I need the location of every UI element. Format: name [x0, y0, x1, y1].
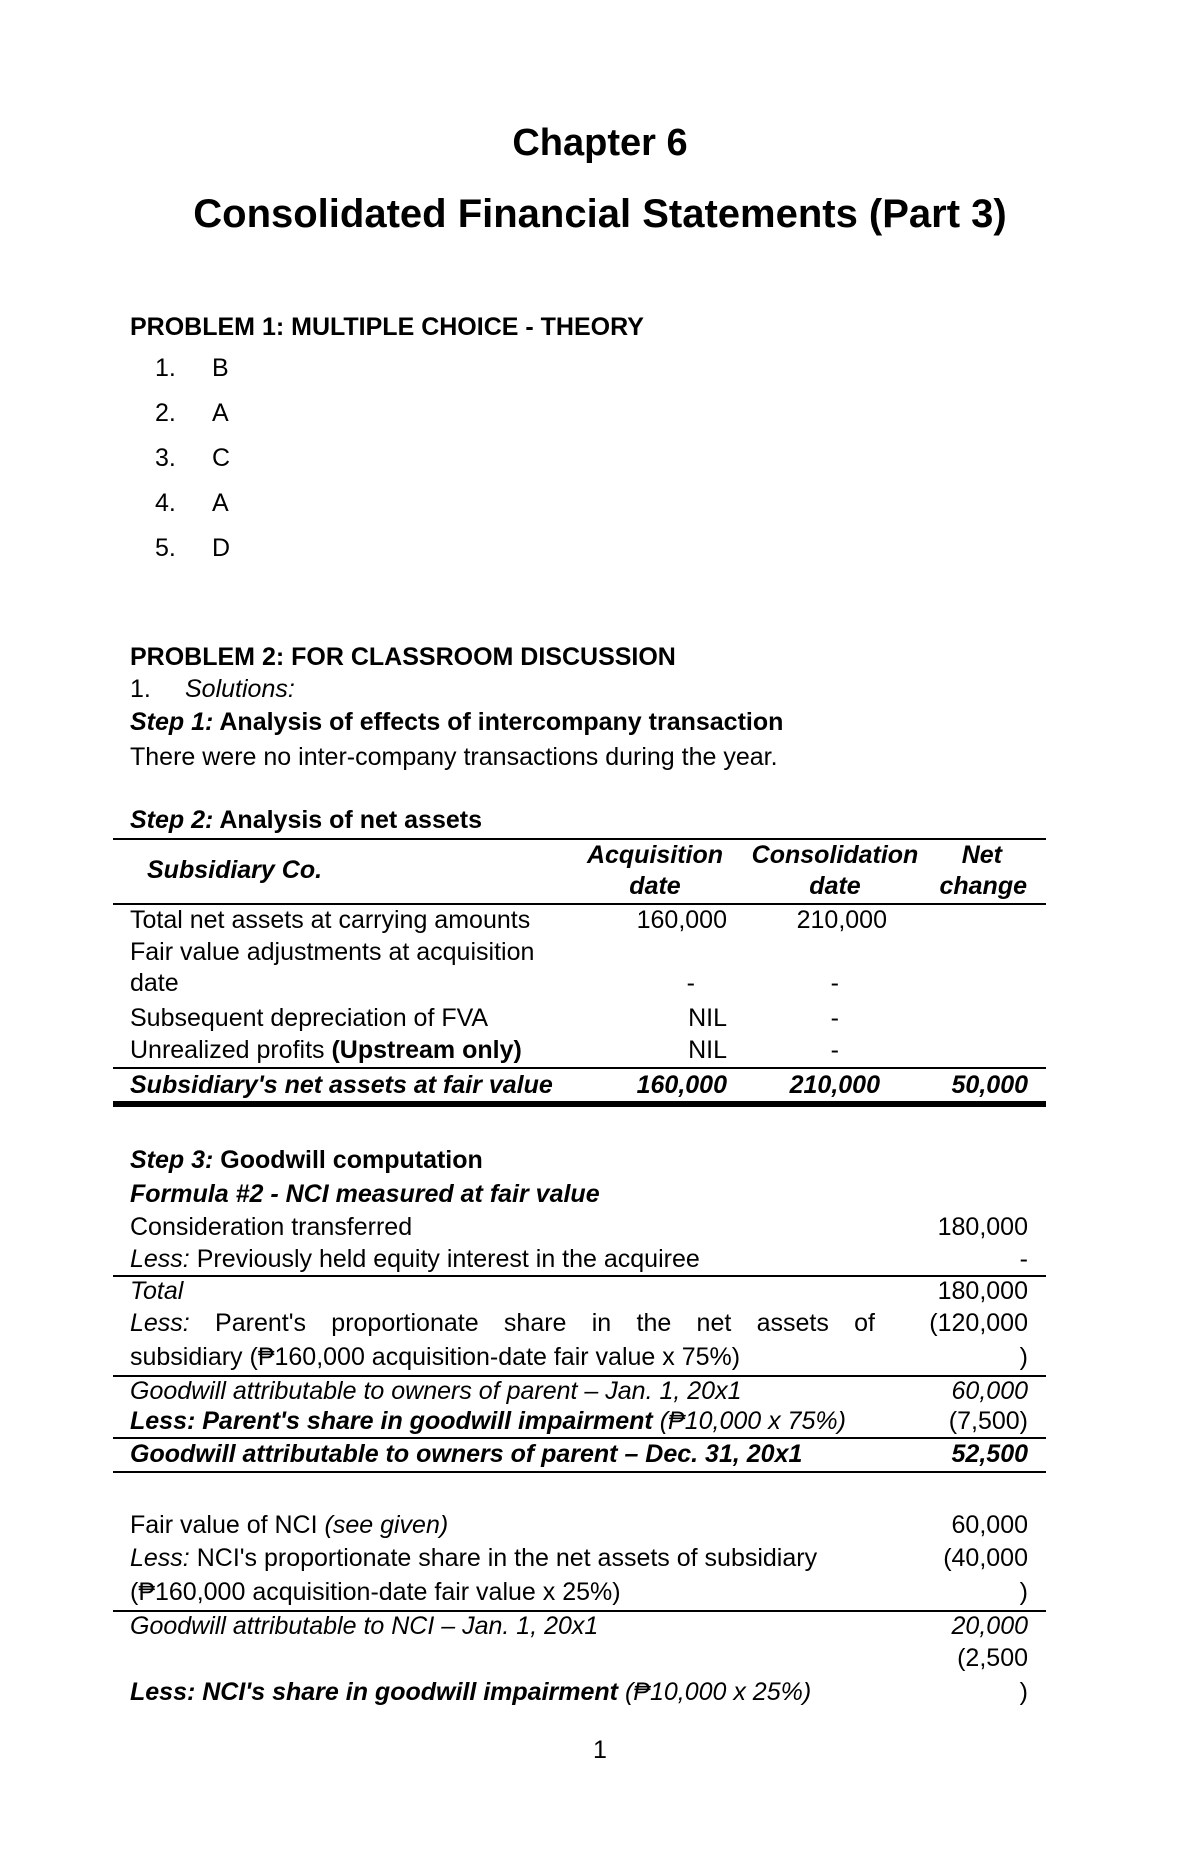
problem2-heading: PROBLEM 2: FOR CLASSROOM DISCUSSION [130, 643, 676, 671]
parent-share-label [130, 1308, 875, 1338]
table-header-subsidiary: Subsidiary Co. [147, 856, 323, 884]
answer-letter: A [212, 399, 229, 427]
parent-impairment-label [130, 1406, 846, 1436]
less-word: Less: [130, 1309, 190, 1337]
nci-impairment-text: Less: NCI's share in goodwill impairment [130, 1678, 618, 1706]
table-cell-cons: 210,000 [796, 906, 887, 934]
table-header-consolidation: Consolidation [751, 841, 919, 869]
less-word: Less: [130, 1544, 190, 1572]
prev-held-label [130, 1244, 700, 1274]
table-row-label: Subsequent depreciation of FVA [130, 1004, 489, 1032]
parent-share-text: Parent's proportionate share in the net assets of [189, 1309, 875, 1337]
table-cell-cons: - [830, 969, 839, 997]
less-word: Less: [130, 1245, 190, 1273]
answer-number: 4. [155, 489, 176, 517]
item-label: Solutions: [185, 675, 295, 703]
nci-impairment-label [130, 1677, 811, 1707]
total-label: Total [130, 1277, 184, 1305]
table-row-label-text: Unrealized profits [130, 1036, 332, 1064]
step1-heading [130, 707, 783, 737]
answer-letter: A [212, 489, 229, 517]
table-total-net: 50,000 [951, 1071, 1028, 1099]
table-cell-acq: - [686, 969, 695, 997]
consideration-value: 180,000 [937, 1213, 1028, 1241]
step3-heading [130, 1145, 483, 1175]
gw-parent-jan-label: Goodwill attributable to owners of parent – Jan. 1, 20x1 [130, 1377, 742, 1405]
nci-impairment-value: (2,500 [957, 1644, 1028, 1672]
table-double-rule [113, 1101, 1046, 1107]
nci-share-value-paren: ) [1019, 1578, 1028, 1606]
step1-text: There were no inter-company transactions during the year. [130, 743, 778, 771]
answer-number: 3. [155, 444, 176, 472]
page-title: Consolidated Financial Statements (Part 3) [193, 192, 1007, 236]
prev-held-value: - [1019, 1245, 1028, 1273]
answer-number: 2. [155, 399, 176, 427]
table-cell-acq: NIL [688, 1004, 727, 1032]
chapter-heading: Chapter 6 [512, 122, 688, 164]
table-cell-acq: 160,000 [636, 906, 727, 934]
table-cell-acq: NIL [688, 1036, 727, 1064]
table-cell-cons: - [830, 1004, 839, 1032]
gw-parent-jan-value: 60,000 [951, 1377, 1028, 1405]
nci-fv-text: Fair value of NCI [130, 1511, 325, 1539]
nci-share-value: (40,000 [943, 1544, 1028, 1572]
step2-heading [130, 805, 482, 835]
nci-fv-note: (see given) [324, 1511, 449, 1539]
rule [113, 1471, 1046, 1473]
answer-letter: C [212, 444, 231, 472]
answer-letter: D [212, 534, 231, 562]
step2-label: Step 2: [130, 806, 214, 834]
prev-held-text: Previously held equity interest in the acquiree [189, 1245, 700, 1273]
consideration-label: Consideration transferred [130, 1213, 413, 1241]
nci-share-label-line2: (₱160,000 acquisition-date fair value x 25%) [130, 1578, 621, 1606]
step1-title: Analysis of effects of intercompany transaction [213, 708, 784, 736]
nci-fv-value: 60,000 [951, 1511, 1028, 1539]
table-total-rule [113, 1067, 1046, 1069]
nci-impairment-value-paren: ) [1019, 1678, 1028, 1706]
table-header-acquisition: Acquisition [586, 841, 724, 869]
parent-share-value-paren: ) [1019, 1343, 1028, 1371]
table-header-acquisition-date: date [629, 872, 681, 900]
formula-heading: Formula #2 - NCI measured at fair value [130, 1180, 600, 1208]
table-cell-cons: - [830, 1036, 839, 1064]
answer-letter: B [212, 354, 229, 382]
parent-share-value: (120,000 [929, 1309, 1028, 1337]
gw-nci-jan-label: Goodwill attributable to NCI – Jan. 1, 20x1 [130, 1612, 599, 1640]
table-row-label-bold: (Upstream only) [331, 1036, 522, 1064]
step2-title: Analysis of net assets [213, 806, 482, 834]
answer-number: 1. [155, 354, 176, 382]
nci-share-label [130, 1543, 817, 1573]
table-header-net: Net [961, 841, 1002, 869]
table-row-label: Fair value adjustments at acquisition [130, 938, 535, 966]
parent-impairment-text: Less: Parent's share in goodwill impairment [130, 1407, 653, 1435]
table-total-cons: 210,000 [789, 1071, 880, 1099]
page-number: 1 [593, 1736, 607, 1764]
nci-fv-label [130, 1510, 448, 1540]
step1-label: Step 1: [130, 708, 214, 736]
table-row-label [130, 1035, 522, 1065]
table-header-consolidation-date: date [809, 872, 861, 900]
gw-parent-dec-value: 52,500 [951, 1440, 1028, 1468]
table-total-acq: 160,000 [636, 1071, 727, 1099]
total-value: 180,000 [937, 1277, 1028, 1305]
parent-share-label-line2: subsidiary (₱160,000 acquisition-date fair value x 75%) [130, 1343, 741, 1371]
gw-parent-dec-label: Goodwill attributable to owners of parent – Dec. 31, 20x1 [130, 1440, 803, 1468]
parent-impairment-calc: (₱10,000 x 75%) [652, 1407, 846, 1435]
step3-title: Goodwill computation [213, 1146, 483, 1174]
nci-share-text: NCI's proportionate share in the net assets of subsidiary [189, 1544, 818, 1572]
item-number: 1. [130, 675, 151, 703]
table-row-label: date [130, 969, 179, 997]
table-header-change: change [939, 872, 1027, 900]
step3-label: Step 3: [130, 1146, 214, 1174]
table-total-label: Subsidiary's net assets at fair value [130, 1071, 553, 1099]
answer-number: 5. [155, 534, 176, 562]
gw-nci-jan-value: 20,000 [951, 1612, 1028, 1640]
parent-impairment-value: (7,500) [948, 1407, 1028, 1435]
problem1-heading: PROBLEM 1: MULTIPLE CHOICE - THEORY [130, 313, 644, 341]
nci-impairment-calc: (₱10,000 x 25%) [618, 1678, 812, 1706]
table-row-label: Total net assets at carrying amounts [130, 906, 531, 934]
